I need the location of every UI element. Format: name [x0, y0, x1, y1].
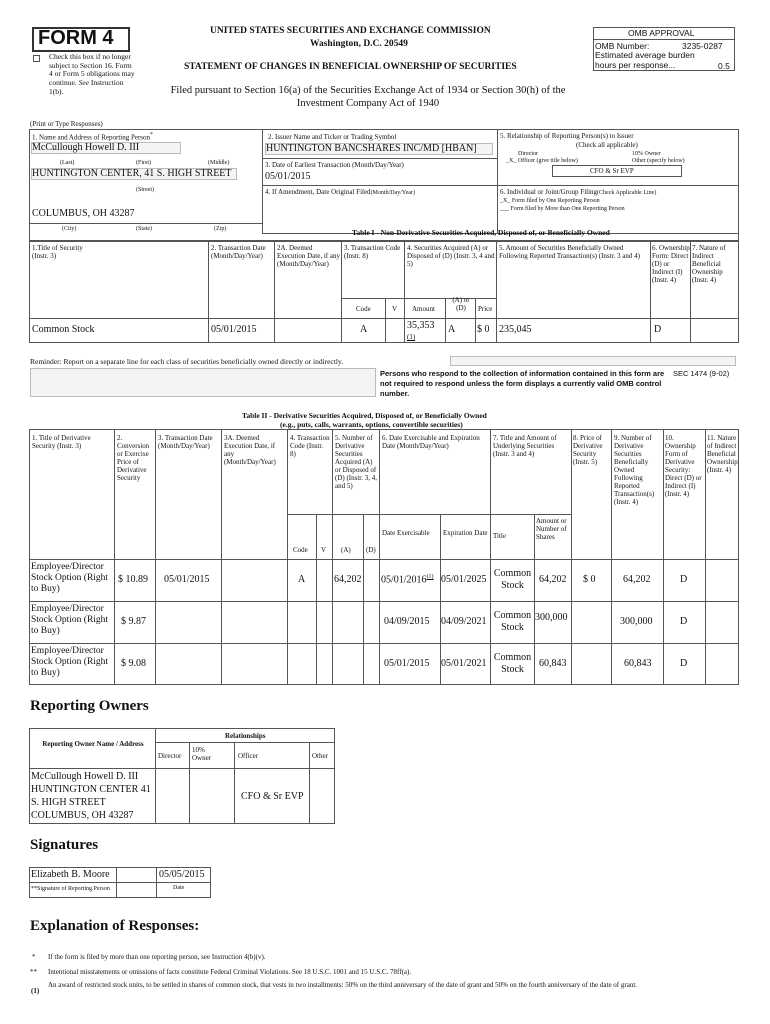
explanation-mark-3: (1) [31, 987, 40, 995]
t2-row2-owned: 300,000 [620, 616, 653, 627]
officer-title: CFO & Sr EVP [590, 167, 634, 175]
t2-row1-owned: 64,202 [623, 574, 651, 585]
t2-row2-exercisable: 04/09/2015 [384, 616, 430, 627]
zip-label: (Zip) [214, 226, 227, 232]
omb-number: 3235-0287 [682, 41, 723, 51]
t2-sub-d: (D) [366, 546, 376, 554]
owners-col-name: Reporting Owner Name / Address [42, 740, 144, 748]
t2-h-number: 5. Number of Derivative Securities Acquired (A) or Disposed of (D) (Instr. 3, 4, and 5) [335, 434, 377, 491]
t1-sub-amount: Amount [412, 305, 435, 313]
signature-date-label: Date [173, 885, 185, 891]
city-label: (City) [62, 226, 77, 232]
t2-row3-owned: 60,843 [624, 658, 652, 669]
t1-row-amount: 35,353 [407, 320, 435, 331]
omb-divider [593, 39, 735, 40]
no-longer-subject-checkbox[interactable] [33, 55, 40, 62]
t2-row2-amount: 300,000 [535, 612, 568, 623]
t1-sub-code: Code [356, 305, 371, 313]
omb-burden: 0.5 [718, 61, 730, 71]
t1-row-title: Common Stock [32, 324, 95, 335]
t2-row2-expiration: 04/09/2021 [441, 616, 487, 627]
t2-row2-price: $ 9.87 [121, 616, 146, 627]
omb-number-label: OMB Number: [595, 41, 650, 51]
t2-row3-expiration: 05/01/2021 [441, 658, 487, 669]
t2-row1-acquired: 64,202 [334, 574, 362, 585]
t2-h-title: 1. Title of Derivative Security (Instr. 3) [32, 434, 91, 451]
relationship-sub: (Check all applicable) [576, 141, 638, 149]
t2-row1-form: D [680, 574, 688, 585]
statement-title: STATEMENT OF CHANGES IN BENEFICIAL OWNERSHIP OF SECURITIES [184, 62, 517, 72]
t2-h-date: 3. Transaction Date (Month/Day/Year) [158, 434, 213, 451]
filing-one-person: _X_ Form filed by One Reporting Person [500, 198, 600, 204]
explanation-text-3: An award of restricted stock units, to be settled in shares of common stock, that vests in two installments: 50% on the third anniversary of the date of grant and 50% on the fourth anniversary of the date of grant. [48, 981, 638, 989]
street-address: HUNTINGTON CENTER, 41 S. HIGH STREET [32, 168, 232, 179]
street-label: (Street) [136, 187, 154, 193]
t2-row3-title: Employee/Director Stock Option (Right to Buy) [31, 646, 109, 678]
t2-sub-expiration: Expiration Date [443, 529, 488, 537]
t1-row-price: $ 0 [477, 324, 490, 335]
t2-row2-underlying: Common Stock [493, 610, 532, 633]
owner-row-name: McCullough Howell D. III HUNTINGTON CENTER 41 S. HIGH STREET COLUMBUS, OH 43287 [31, 771, 151, 821]
t1-row-form: D [654, 324, 662, 335]
t2-row1-title: Employee/Director Stock Option (Right to Buy) [31, 562, 109, 594]
signature-label: **Signature of Reporting Person [31, 886, 110, 892]
explanation-heading: Explanation of Responses: [30, 918, 200, 934]
commission-city: Washington, D.C. 20549 [310, 39, 408, 49]
signature-name: Elizabeth B. Moore [31, 869, 110, 880]
t1-sub-a-or-d: (A) or (D) [452, 296, 470, 313]
omb-title: OMB APPROVAL [628, 28, 695, 38]
t2-row1-deriv-price: $ 0 [583, 574, 596, 585]
t1-sub-price: Price [478, 305, 493, 313]
t1-row-footnote[interactable]: (1) [407, 333, 416, 341]
owner-row-officer: CFO & Sr EVP [241, 791, 304, 802]
rel-other: Other (specify below) [632, 158, 685, 164]
t2-sub-amount: Amount or Number of Shares [536, 517, 567, 542]
owners-col-owner: 10% Owner [192, 746, 212, 763]
persons-notice: Persons who respond to the collection of information contained in this form are not required to respond unless the form displays a currently valid OMB control number. [380, 369, 665, 398]
city-state-zip: COLUMBUS, OH 43287 [32, 208, 135, 219]
earliest-date-label: 3. Date of Earliest Transaction (Month/Day/Year) [265, 161, 404, 169]
table1-title: Table I - Non-Derivative Securities Acquired, Disposed of, or Beneficially Owned [352, 228, 610, 237]
t1-h-ownership-form: 6. Ownership Form: Direct (D) or Indirect (I) (Instr. 4) [652, 244, 690, 285]
checkbox-text: Check this box if no longer subject to Section 16. Form 4 or Form 5 obligations may continue. See Instruction 1(b). [49, 52, 135, 96]
t1-sub-v: V [392, 305, 398, 313]
t2-row3-exercisable: 05/01/2015 [384, 658, 430, 669]
omb-burden-label: Estimated average burden hours per response... [595, 50, 695, 70]
form-title: FORM 4 [38, 27, 114, 49]
t2-sub-code: Code [293, 546, 308, 554]
t1-h-code: 3. Transaction Code (Instr. 8) [344, 244, 401, 261]
issuer-name: HUNTINGTON BANCSHARES INC/MD [HBAN] [266, 143, 477, 154]
t2-row1-amount: 64,202 [539, 574, 567, 585]
owners-relationships: Relationships [225, 732, 266, 740]
owners-col-other: Other [312, 752, 328, 760]
t2-sub-exercisable: Date Exercisable [382, 529, 430, 537]
t2-row3-amount: 60,843 [539, 658, 567, 669]
reminder-field [30, 368, 376, 397]
t1-h-acquired: 4. Securities Acquired (A) or Disposed of (D) (Instr. 3, 4 and 5) [407, 244, 495, 269]
t2-h-form: 10. Ownership Form of Derivative Security: Direct (D) or Indirect (I) (Instr. 4) [665, 434, 702, 499]
middle-label: (Middle) [208, 160, 230, 166]
t1-h-title: 1.Title of Security (Instr. 3) [32, 244, 83, 261]
print-label: (Print or Type Responses) [30, 120, 103, 128]
owners-heading: Reporting Owners [30, 698, 149, 714]
t2-row1-exercisable: 05/01/2016$^{(1)}$ [381, 574, 434, 586]
rel-ten-percent-owner: 10% Owner [632, 151, 661, 157]
signatures-heading: Signatures [30, 837, 99, 853]
last-label: (Last) [60, 160, 75, 166]
state-label: (State) [136, 226, 152, 232]
t2-row3-price: $ 9.08 [121, 658, 146, 669]
t2-row1-underlying: Common Stock [493, 568, 532, 591]
relationship-label: 5. Relationship of Reporting Person(s) to Issuer [500, 132, 634, 140]
t2-row1-code: A [298, 574, 306, 585]
reporting-person-label: 1. Name and Address of Reporting Person* [32, 132, 153, 142]
reminder-text: Reminder: Report on a separate line for each class of securities beneficially owned directly or indirectly. [30, 357, 344, 366]
filing-more-persons: ___ Form filed by More than One Reporting Person [500, 206, 625, 212]
signature-date: 05/05/2015 [159, 869, 205, 880]
table2-subtitle: (e.g., puts, calls, warrants, options, convertible securities) [280, 420, 463, 429]
t2-h-underlying: 7. Title and Amount of Underlying Securities (Instr. 3 and 4) [493, 434, 557, 459]
t1-row-owned: 235,045 [499, 324, 532, 335]
t2-h-conversion: 2. Conversion or Exercise Price of Derivative Security [117, 434, 150, 483]
t1-row-date: 05/01/2015 [211, 324, 257, 335]
t2-sub-a: (A) [341, 546, 351, 554]
sec-number: SEC 1474 (9-02) [673, 369, 730, 378]
t1-h-date: 2. Transaction Date (Month/Day/Year) [211, 244, 266, 261]
t2-row1-footnote[interactable]: (1) [426, 574, 434, 580]
t1-row-code: A [360, 324, 368, 335]
persons-field [450, 356, 736, 366]
t2-row2-title: Employee/Director Stock Option (Right to Buy) [31, 604, 109, 636]
t1-h-amount-owned: 5. Amount of Securities Beneficially Owned Following Reported Transaction(s) (Instr. 3 and 4) [499, 244, 640, 261]
t2-h-nature: 11. Nature of Indirect Beneficial Ownership (Instr. 4) [707, 434, 738, 475]
t2-sub-v: V [321, 546, 327, 554]
owners-col-director: Director [158, 752, 182, 760]
t1-row-a-or-d: A [448, 324, 456, 335]
t2-row1-price: $ 10.89 [118, 574, 148, 585]
owners-col-officer: Officer [238, 752, 259, 760]
explanation-text-2: Intentional misstatements or omissions of facts constitute Federal Criminal Violations. See 18 U.S.C. 1001 and 15 U.S.C. 78ff(a). [48, 968, 412, 976]
explanation-text-1: If the form is filed by more than one reporting person, see Instruction 4(b)(v). [48, 953, 266, 961]
t1-h-deemed: 2A. Deemed Execution Date, if any (Month/Day/Year) [277, 244, 340, 269]
t2-row1-expiration: 05/01/2025 [441, 574, 487, 585]
reporting-person-name: McCullough Howell D. III [32, 142, 140, 153]
rel-director: Director [518, 151, 538, 157]
t2-row2-form: D [680, 616, 688, 627]
t2-h-exercisable: 6. Date Exercisable and Expiration Date (Month/Day/Year) [382, 434, 480, 451]
commission-name: UNITED STATES SECURITIES AND EXCHANGE COMMISSION [210, 26, 491, 36]
explanation-mark-1: * [32, 953, 36, 961]
rel-officer: _X_ Officer (give title below) [506, 158, 578, 164]
t2-h-owned: 9. Number of Derivative Securities Beneficially Owned Following Reported Transaction(s) (Instr. 4) [614, 434, 655, 507]
issuer-label: 2. Issuer Name and Ticker or Trading Symbol [268, 133, 397, 141]
t2-row3-underlying: Common Stock [493, 652, 532, 675]
filed-pursuant-text: Filed pursuant to Section 16(a) of the Securities Exchange Act of 1934 or Section 30(h) of the Investment Company Act of 1940 [170, 85, 566, 110]
t2-h-deemed: 3A. Deemed Execution Date, if any (Month/Day/Year) [224, 434, 276, 467]
first-label: (First) [136, 160, 151, 166]
t2-row1-date: 05/01/2015 [164, 574, 210, 585]
t2-h-price: 8. Price of Derivative Security (Instr. 5) [573, 434, 603, 467]
filing-label: 6. Individual or Joint/Group Filing(Check Applicable Line) [500, 188, 657, 196]
t2-row3-form: D [680, 658, 688, 669]
t2-sub-title: Title [493, 532, 506, 540]
amendment-label: 4. If Amendment, Date Original Filed(Month/Day/Year) [265, 188, 415, 196]
t2-h-code: 4. Transaction Code (Instr. 8) [290, 434, 330, 459]
explanation-mark-2: ** [30, 968, 37, 976]
t1-h-nature: 7. Nature of Indirect Beneficial Ownership (Instr. 4) [692, 244, 726, 285]
earliest-date: 05/01/2015 [265, 171, 311, 182]
table2-title: Table II - Derivative Securities Acquired, Disposed of, or Beneficially Owned [242, 411, 487, 420]
